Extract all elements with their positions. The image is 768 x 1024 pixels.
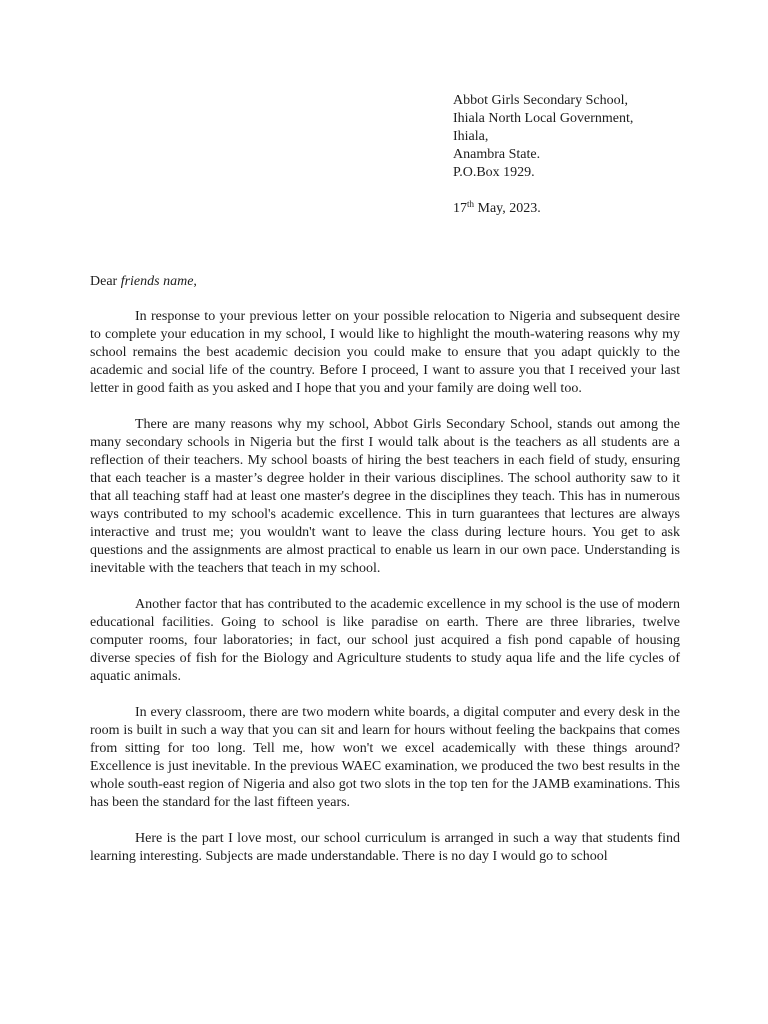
salutation — [90, 273, 197, 291]
date-day: 17 — [453, 201, 467, 216]
letter-body — [90, 308, 680, 884]
address-line-state: Anambra State. — [453, 147, 541, 162]
paragraph-classrooms: In every classroom, there are two modern white boards, a digital computer and every desk in the room is built in such a way that you can sit and learn for hours without feeling the backpains that comes from sitting for too long. Tell me, how won't we excel academically with these things around? Excellence is just inevitable. In the previous WAEC examination, we produced the two best results in the whole south-east region of Nigeria and also got two slots in the top ten for the JAMB examinations. This has been the standard for the last fifteen years. — [90, 705, 680, 810]
paragraph-teachers: There are many reasons why my school, Abbot Girls Secondary School, stands out among the many secondary schools in Nigeria but the first I would talk about is the teachers as all students are a reflection of their teachers. My school boasts of hiring the best teachers in each field of study, ensuring that each teacher is a master’s degree holder in their various disciplines. The school authority saw to it that all teaching staff had at least one master's degree in the disciplines they teach. This has in numerous ways contributed to my school's academic excellence. This in turn guarantees that lectures are always interactive and trust me; you wouldn't want to leave the class during lecture hours. You get to ask questions and the assignments are almost practical to enable us learn in our own pace. Understanding is inevitable with the teachers that teach in my school. — [90, 417, 680, 576]
address-line-pobox: P.O.Box 1929. — [453, 165, 535, 180]
sender-address — [453, 92, 633, 182]
date-ordinal-suffix: th — [467, 199, 475, 209]
salutation-comma: , — [193, 274, 197, 289]
salutation-prefix: Dear — [90, 274, 121, 289]
address-line-town: Ihiala, — [453, 129, 489, 144]
address-line-lga: Ihiala North Local Government, — [453, 111, 634, 126]
address-line-school: Abbot Girls Secondary School, — [453, 93, 628, 108]
paragraph-introduction: In response to your previous letter on your possible relocation to Nigeria and subsequent desire to complete your education in my school, I would like to highlight the mouth-watering reasons why my school remains the best academic decision you could make to ensure that you adapt quickly to the academic and social life of the country. Before I proceed, I want to assure you that I received your last letter in good faith as you asked and I hope that you and your family are doing well too. — [90, 309, 680, 396]
salutation-name: friends name — [120, 274, 194, 289]
paragraph-facilities: Another factor that has contributed to the academic excellence in my school is the use of modern educational facilities. Going to school is like paradise on earth. There are three libraries, twelve computer rooms, four laboratories; in fact, our school just acquired a fish pond capable of housing diverse species of fish for the Biology and Agriculture students to study aqua life and the life cycles of aquatic animals. — [90, 597, 680, 684]
date-month-year: May, 2023. — [474, 201, 541, 216]
paragraph-curriculum: Here is the part I love most, our school curriculum is arranged in such a way that students find learning interesting. Subjects are made understandable. There is no day I would go to school — [90, 831, 680, 864]
letter-date — [453, 200, 541, 218]
